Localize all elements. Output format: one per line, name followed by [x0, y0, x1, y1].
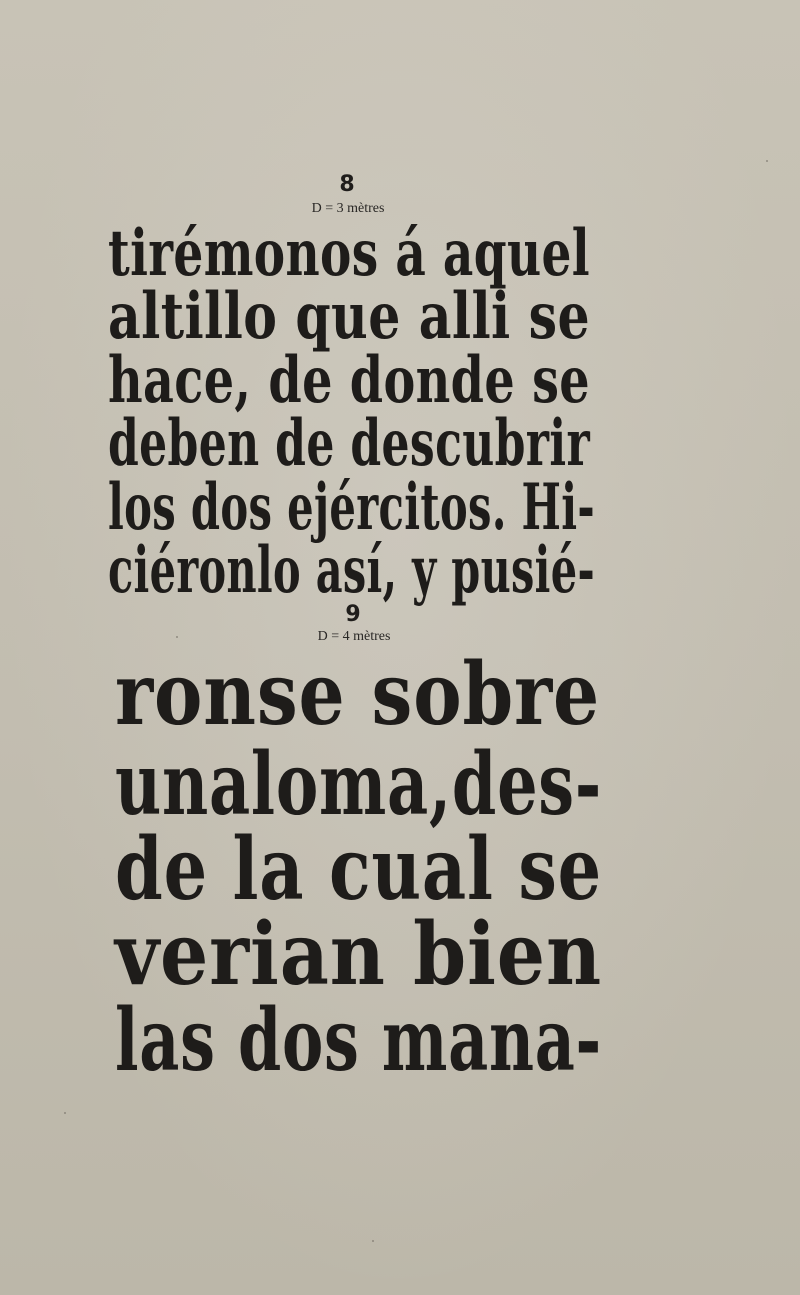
- text-line: hace, de donde se: [108, 343, 590, 418]
- text-line: deben de descubrir: [108, 406, 591, 481]
- paper-speck: [64, 1112, 66, 1114]
- section-number-8: 8: [339, 172, 355, 197]
- text-line: unaloma,des-: [115, 734, 602, 835]
- paper-speck: [372, 1240, 374, 1242]
- text-line: las dos mana-: [115, 990, 602, 1091]
- text-line: ronse sobre: [115, 644, 601, 745]
- paper-speck: [766, 160, 768, 162]
- text-line: tirémonos á aquel: [108, 216, 590, 291]
- text-line: de la cual se: [115, 819, 602, 920]
- paper-speck: [176, 636, 178, 638]
- text-line: ciéronlo así, y pusié-: [108, 533, 595, 608]
- text-line: verian bien: [115, 904, 603, 1005]
- text-line: altillo que alli se: [108, 279, 591, 354]
- distance-label-9: D = 4 mètres: [317, 629, 391, 644]
- section-number-9: 9: [345, 602, 361, 627]
- text-line: los dos ejércitos. Hi-: [108, 470, 595, 545]
- distance-label-8: D = 3 mètres: [311, 201, 385, 216]
